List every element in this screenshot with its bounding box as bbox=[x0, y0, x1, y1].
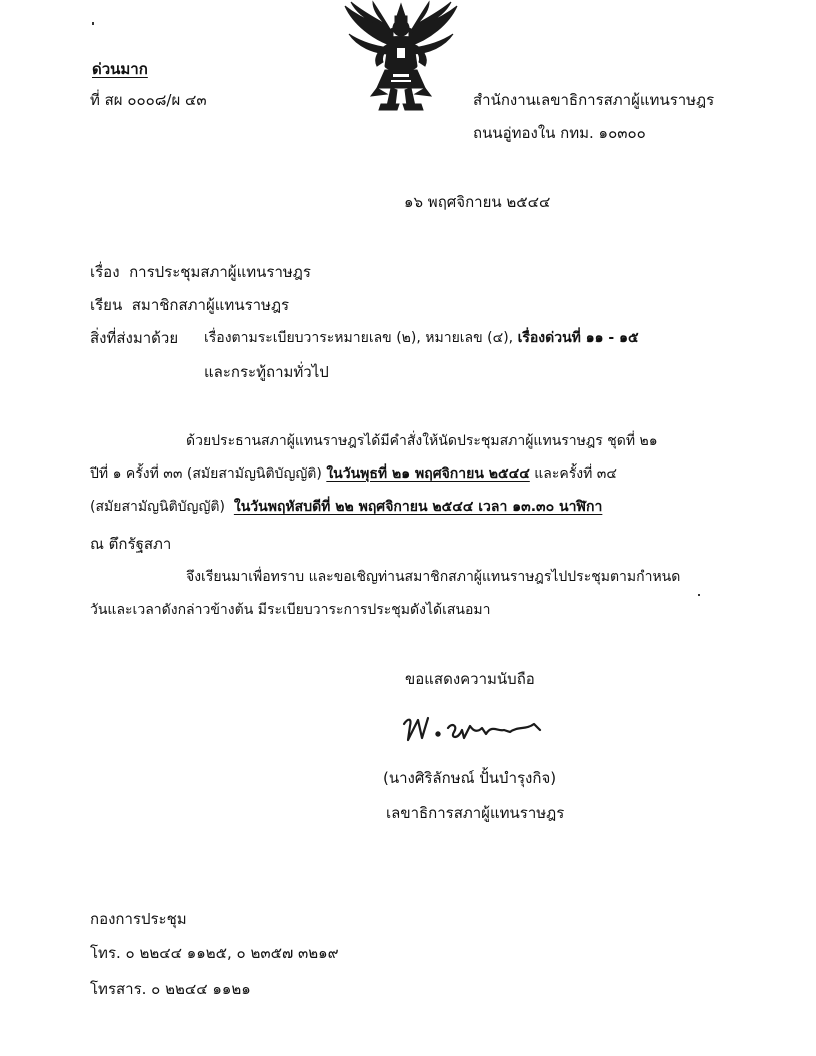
enclosure-line-1 bbox=[204, 331, 639, 345]
enclosure-label: สิ่งที่ส่งมาด้วย bbox=[90, 329, 179, 347]
reference-number: ที่ สผ ๐๐๐๘/ผ ๔๓ bbox=[90, 91, 207, 109]
signatory-position: เลขาธิการสภาผู้แทนราษฎร bbox=[386, 804, 565, 822]
meeting-2-date-time: ในวันพฤหัสบดีที่ ๒๒ พฤศจิกายน ๒๕๔๔ เวลา ๑๓.๓๐ นาฬิกา bbox=[233, 499, 603, 515]
letter-date: ๑๖ พฤศจิกายน ๒๕๔๔ bbox=[404, 193, 551, 211]
footer-phone: โทร. ๐ ๒๒๔๔ ๑๑๒๕, ๐ ๒๓๕๗ ๓๒๑๙ bbox=[90, 944, 339, 962]
meeting-1-info: ปีที่ ๑ ครั้งที่ ๓๓ (สมัยสามัญนิติบัญญัติ) bbox=[90, 466, 322, 482]
footer-department: กองการประชุม bbox=[90, 910, 187, 928]
body-p1-line-3 bbox=[90, 500, 602, 514]
enclosure-items: เรื่องตามระเบียบวาระหมายเลข (๒), หมายเลข (๔), bbox=[204, 330, 514, 346]
enclosure-urgent-items: เรื่องด่วนที่ ๑๑ - ๑๕ bbox=[517, 330, 639, 346]
subject-line bbox=[90, 265, 311, 280]
body-p2-line-1: จึงเรียนมาเพื่อทราบ และขอเชิญท่านสมาชิกสภาผู้แทนราษฎรไปประชุมตามกำหนด bbox=[186, 569, 681, 585]
meeting-2-session: (สมัยสามัญนิติบัญญัติ) bbox=[90, 499, 225, 515]
garuda-emblem-icon bbox=[333, 0, 469, 112]
meeting-2-info: และครั้งที่ ๓๔ bbox=[534, 466, 617, 482]
signatory-name: (นางศิริลักษณ์ ปั้นบำรุงกิจ) bbox=[383, 769, 557, 787]
subject-label: เรื่อง bbox=[90, 263, 120, 281]
recipient-text: สมาชิกสภาผู้แทนราษฎร bbox=[131, 296, 290, 314]
meeting-1-date: ในวันพุธที่ ๒๑ พฤศจิกายน ๒๕๔๔ bbox=[326, 466, 530, 482]
enclosure-line-2: และกระทู้ถามทั่วไป bbox=[204, 363, 329, 381]
subject-text: การประชุมสภาผู้แทนราษฎร bbox=[129, 263, 311, 281]
urgency-label: ด่วนมาก bbox=[92, 60, 148, 78]
recipient-label: เรียน bbox=[90, 296, 123, 314]
body-p1-line-1: ด้วยประธานสภาผู้แทนราษฎรได้มีคำสั่งให้นัดประชุมสภาผู้แทนราษฎร ชุดที่ ๒๑ bbox=[186, 433, 658, 449]
scan-speck bbox=[698, 594, 700, 596]
body-p1-line-2 bbox=[90, 467, 617, 481]
recipient-line bbox=[90, 298, 289, 313]
office-address: ถนนอู่ทองใน กทม. ๑๐๓๐๐ bbox=[473, 124, 646, 142]
footer-fax: โทรสาร. ๐ ๒๒๔๔ ๑๑๒๑ bbox=[90, 980, 251, 998]
closing-salutation: ขอแสดงความนับถือ bbox=[405, 670, 535, 688]
handwritten-signature bbox=[400, 712, 550, 746]
meeting-venue: ณ ตึกรัฐสภา bbox=[90, 535, 172, 553]
body-p2-line-2: วันและเวลาดังกล่าวข้างต้น มีระเบียบวาระการประชุมดังได้เสนอมา bbox=[90, 602, 491, 618]
scan-speck bbox=[92, 22, 94, 25]
office-name: สำนักงานเลขาธิการสภาผู้แทนราษฎร bbox=[473, 91, 715, 109]
